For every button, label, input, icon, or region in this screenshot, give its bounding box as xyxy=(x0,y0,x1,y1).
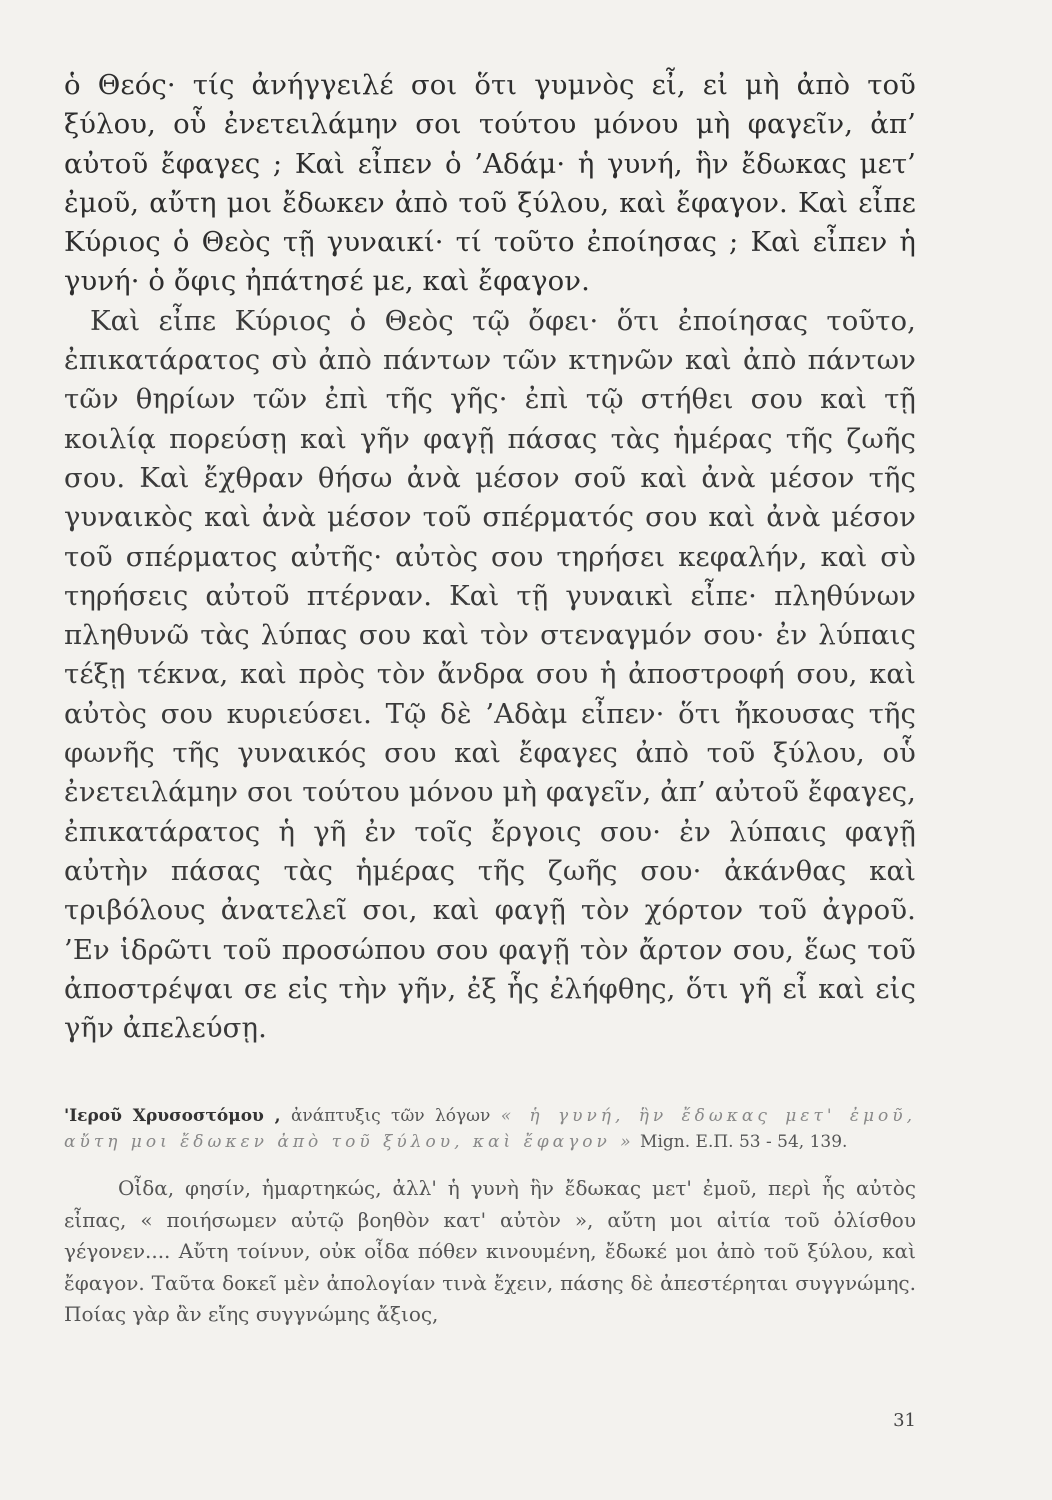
commentary-quote: « ἡ γυνή, ἣν ἔδωκας μετ' ἐμοῦ, αὔτη μοι ἔδωκεν ἀπὸ τοῦ ξύλου, καὶ ἔφαγον » xyxy=(64,1106,916,1152)
page-number: 31 xyxy=(893,1410,916,1431)
paragraph-2: Καὶ εἶπε Κύριος ὁ Θεὸς τῷ ὄφει· ὅτι ἐποίησας τοῦτο, ἐπικατάρατος σὺ ἀπὸ πάντων τῶν κτηνῶν καὶ ἀπὸ πάντων τῶν θηρίων τῶν ἐπὶ τῆς γῆς· ἐπὶ τῷ στήθει σου καὶ τῇ κοιλίᾳ πορεύσῃ καὶ γῆν φαγῇ πάσας τὰς ἡμέρας τῆς ζωῆς σου. Καὶ ἔχθραν θήσω ἀνὰ μέσον σοῦ καὶ ἀνὰ μέσον τῆς γυναικὸς καὶ ἀνὰ μέσον τοῦ σπέρματός σου καὶ ἀνὰ μέσον τοῦ σπέρματος αὐτῆς· αὐτὸς σου τηρήσει κεφαλήν, καὶ σὺ τηρήσεις αὐτοῦ πτέρναν. Καὶ τῇ γυναικὶ εἶπε· πληθύνων πληθυνῶ τὰς λύπας σου καὶ τὸν στεναγμόν σου· ἐν λύπαις τέξῃ τέκνα, καὶ πρὸς τὸν ἄνδρα σου ἡ ἀποστροφή σου, καὶ αὐτὸς σου κυριεύσει. Τῷ δὲ ’Αδὰμ εἶπεν· ὅτι ἤκουσας τῆς φωνῆς τῆς γυναικός σου καὶ ἔφαγες ἀπὸ τοῦ ξύλου, οὗ ἐνετειλάμην σοι τούτου μόνου μὴ φαγεῖν, ἀπ’ αὐτοῦ ἔφαγες, ἐπικατάρατος ἡ γῆ ἐν τοῖς ἔργοις σου· ἐν λύπαις φαγῇ αὐτὴν πάσας τὰς ἡμέρας τῆς ζωῆς σου· ἀκάνθας καὶ τριβόλους ἀνατελεῖ σοι, καὶ φαγῇ τὸν χόρτον τοῦ ἀγροῦ. ’Εν ἱδρῶτι τοῦ προσώπου σου φαγῇ τὸν ἄρτον σου, ἕως τοῦ ἀποστρέψαι σε εἰς τὴν γῆν, ἐξ ἧς ἐλήφθης, ὅτι γῆ εἶ καὶ εἰς γῆν ἀπελεύσῃ. xyxy=(64,304,916,1045)
commentary-work: ἀνάπτυξις τῶν λόγων xyxy=(280,1106,501,1126)
commentary-body: Οἶδα, φησίν, ἡμαρτηκώς, ἀλλ' ἡ γυνὴ ἣν ἔδωκας μετ' ἐμοῦ, περὶ ἧς αὐτὸς εἶπας, « ποιήσωμεν αὐτῷ βοηθὸν κατ' αὐτὸν », αὔτη μοι αἰτία τοῦ ὀλίσθου γέγονεν.... Αὔτη τοίνυν, οὐκ οἶδα πόθεν κινουμένη, ἔδωκέ μοι ἀπὸ τοῦ ξύλου, καὶ ἔφαγον. Ταῦτα δοκεῖ μὲν ἀπολογίαν τινὰ ἔχειν, πάσης δὲ ἀπεστέρηται συγγνώμης. Ποίας γὰρ ἂν εἴης συγγνώμης ἄξιος, xyxy=(64,1176,916,1326)
commentary xyxy=(64,1103,916,1331)
commentary-author: 'Ιεροῦ Χρυσοστόμου , xyxy=(64,1106,281,1126)
paragraph-1: ὁ Θεός· τίς ἀνήγγειλέ σοι ὅτι γυμνὸς εἶ, εἰ μὴ ἀπὸ τοῦ ξύλου, οὗ ἐνετειλάμην σοι τούτου μόνου μὴ φαγεῖν, ἀπ’ αὐτοῦ ἔφαγες ; Καὶ εἶπεν ὁ ’Αδάμ· ἡ γυνή, ἣν ἔδωκας μετ’ ἐμοῦ, αὔτη μοι ἔδωκεν ἀπὸ τοῦ ξύλου, καὶ ἔφαγον. Καὶ εἶπε Κύριος ὁ Θεὸς τῇ γυναικί· τί τοῦτο ἐποίησας ; Καὶ εἶπεν ἡ γυνή· ὁ ὄφις ἠπάτησέ με, καὶ ἔφαγον. xyxy=(64,69,916,298)
commentary-reference: Mign. Ε.Π. 53 - 54, 139. xyxy=(634,1132,848,1152)
main-text xyxy=(64,66,916,1048)
commentary-heading xyxy=(64,1103,916,1155)
